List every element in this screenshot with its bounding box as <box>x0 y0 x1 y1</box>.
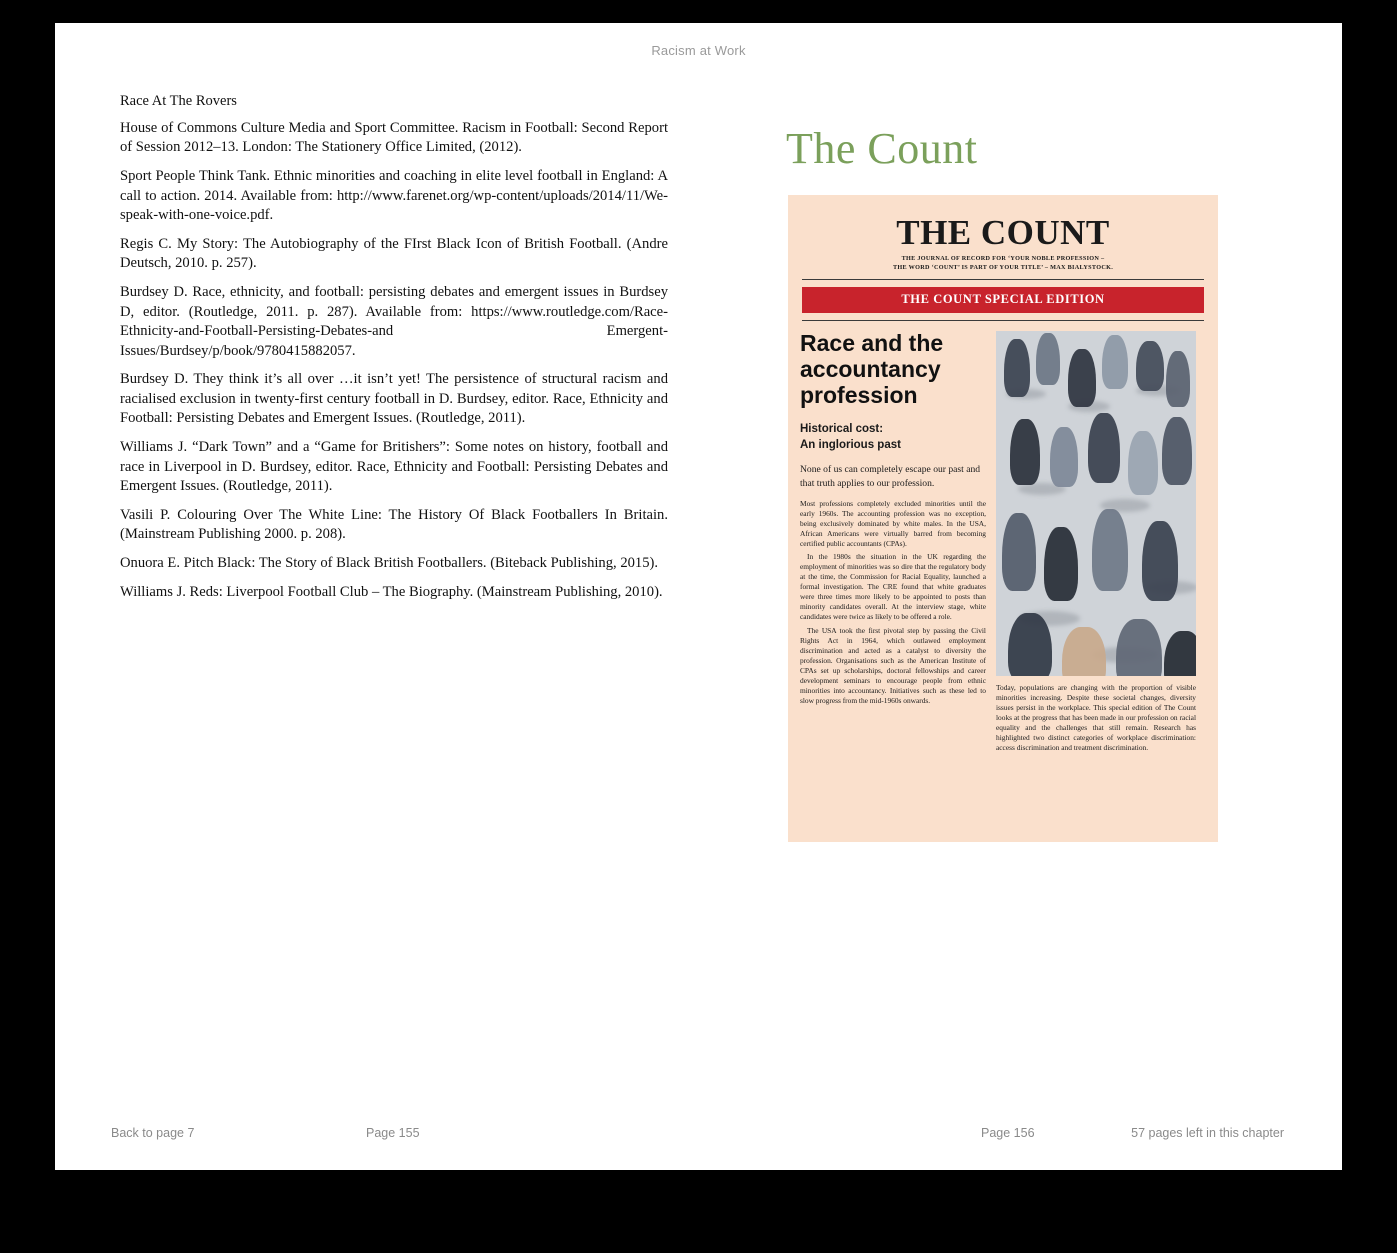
reference-item: Vasili P. Colouring Over The White Line: The History Of Black Footballers In Britain. (Mainstream Publishing 2000. p. 208). <box>120 506 668 543</box>
newspaper-headline: Race and the accountancy profession <box>800 330 944 408</box>
chapter-title: The Count <box>786 124 978 173</box>
back-to-page-link[interactable]: Back to page 7 <box>111 1126 195 1140</box>
newspaper-kicker-line-2: An inglorious past <box>800 438 901 451</box>
crowd-of-commuters-photo <box>996 331 1196 676</box>
reference-item: Williams J. Reds: Liverpool Football Club – The Biography. (Mainstream Publishing, 2010). <box>120 584 663 601</box>
ebook-reader <box>55 23 1342 1170</box>
page-number-left: Page 155 <box>366 1126 420 1140</box>
band-divider <box>802 320 1204 321</box>
page-right <box>731 93 1291 753</box>
newspaper-column-right <box>996 331 1196 753</box>
reader-footer <box>55 1126 1342 1146</box>
newspaper-edition-band: THE COUNT SPECIAL EDITION <box>802 287 1204 313</box>
newspaper-column-left <box>800 331 986 753</box>
masthead-divider <box>802 279 1204 280</box>
book-title: Racism at Work <box>651 43 746 58</box>
reference-item: Sport People Think Tank. Ethnic minorities and coaching in elite level football in England: A call to action. 2014. Available from: http://www.farenet.org/wp-content/uploads/2014/11/We-speak-with-one-voice.pdf. <box>120 168 668 224</box>
newspaper-strapline-2: THE WORD ‘COUNT’ IS PART OF YOUR TITLE’ – MAX BIALYSTOCK. <box>892 264 1114 271</box>
pages-left-in-chapter: 57 pages left in this chapter <box>1131 1126 1284 1140</box>
page-spread <box>55 93 1342 1093</box>
newspaper-standfirst: None of us can completely escape our past and that truth applies to our profession. <box>800 464 981 489</box>
newspaper-paragraph: In the 1980s the situation in the UK regarding the employment of minorities was so dire that the regulatory body at the time, the Commission for Racial Equality, launched a formal investigation. The CRE found that white graduates were three times more likely to be appointed to posts than minority candidates overall. At the interview stage, white candidates were twice as likely to be offered a role. <box>800 552 986 622</box>
newspaper-kicker-line-1: Historical cost: <box>800 423 884 436</box>
reference-item: Onuora E. Pitch Black: The Story of Black British Footballers. (Biteback Publishing, 2015). <box>120 555 659 572</box>
newspaper-masthead: THE COUNT <box>896 213 1110 252</box>
reference-item: Regis C. My Story: The Autobiography of the FIrst Black Icon of British Football. (Andre Deutsch, 2010. p. 257). <box>120 236 668 272</box>
newspaper-paragraph: The USA took the first pivotal step by passing the Civil Rights Act in 1964, which outlawed employment discrimination and acted as a catalyst to diversity the profession. Organisations such as the American Institute of CPAs set up scholarships, doctoral fellowships and career development seminars to encourage people from ethnic minorities into accountancy. Initiatives such as these led to slow progress from the mid-1960s onwards. <box>800 625 986 705</box>
reference-item: Williams J. “Dark Town” and a “Game for Britishers”: Some notes on history, football and race in Liverpool in D. Burdsey, editor. Race, Ethnicity and Football: Persisting Debates and Emergent Issues. (Routledge, 2011). <box>120 439 668 494</box>
newspaper-kicker <box>800 422 986 453</box>
newspaper-article-text <box>800 499 986 706</box>
reference-item: Burdsey D. Race, ethnicity, and football: persisting debates and emergent issues in Burdsey D, editor. (Routledge, 2011. p. 287). Available from: https://www.routledge.com/Race-Ethnicity-and-Football-Persisting-Debates-and Emergent-Issues/Burdsey/p/book/9780415882057. <box>120 284 668 359</box>
newspaper-body <box>800 331 1206 753</box>
reference-item: Burdsey D. They think it’s all over …it isn’t yet! The persistence of structural racism and racialised exclusion in twenty-first century football in D. Burdsey, editor. Race, Ethnicity and Football: Persisting Debates and Emergent Issues. (Routledge, 2011). <box>120 371 668 427</box>
reference-item: House of Commons Culture Media and Sport Committee. Racism in Football: Second Report of Session 2012–13. London: The Stationery Office Limited, (2012). <box>120 120 668 156</box>
newspaper-photo-caption: Today, populations are changing with the proportion of visible minorities increasing. Despite these societal changes, diversity issues persist in the workplace. This special edition of The Count looks at the progress that has been made in our profession on racial equality and the challenges that still remain. Research has highlighted two distinct categories of workplace discrimination: access discrimination and treatment discrimination. <box>996 683 1196 753</box>
newspaper-paragraph: Most professions completely excluded minorities until the early 1960s. The accounting profession was no exception, being exclusively dominated by white males. In the USA, African Americans were virtually barred from becoming certified public accountants (CPAs). <box>800 498 986 548</box>
running-head: Race At The Rovers <box>120 93 237 109</box>
page-left <box>120 93 668 612</box>
page-number-right: Page 156 <box>981 1126 1035 1140</box>
newspaper-strapline-1: THE JOURNAL OF RECORD FOR ‘YOUR NOBLE PROFESSION – <box>901 255 1105 262</box>
newspaper-figure <box>788 195 1218 842</box>
